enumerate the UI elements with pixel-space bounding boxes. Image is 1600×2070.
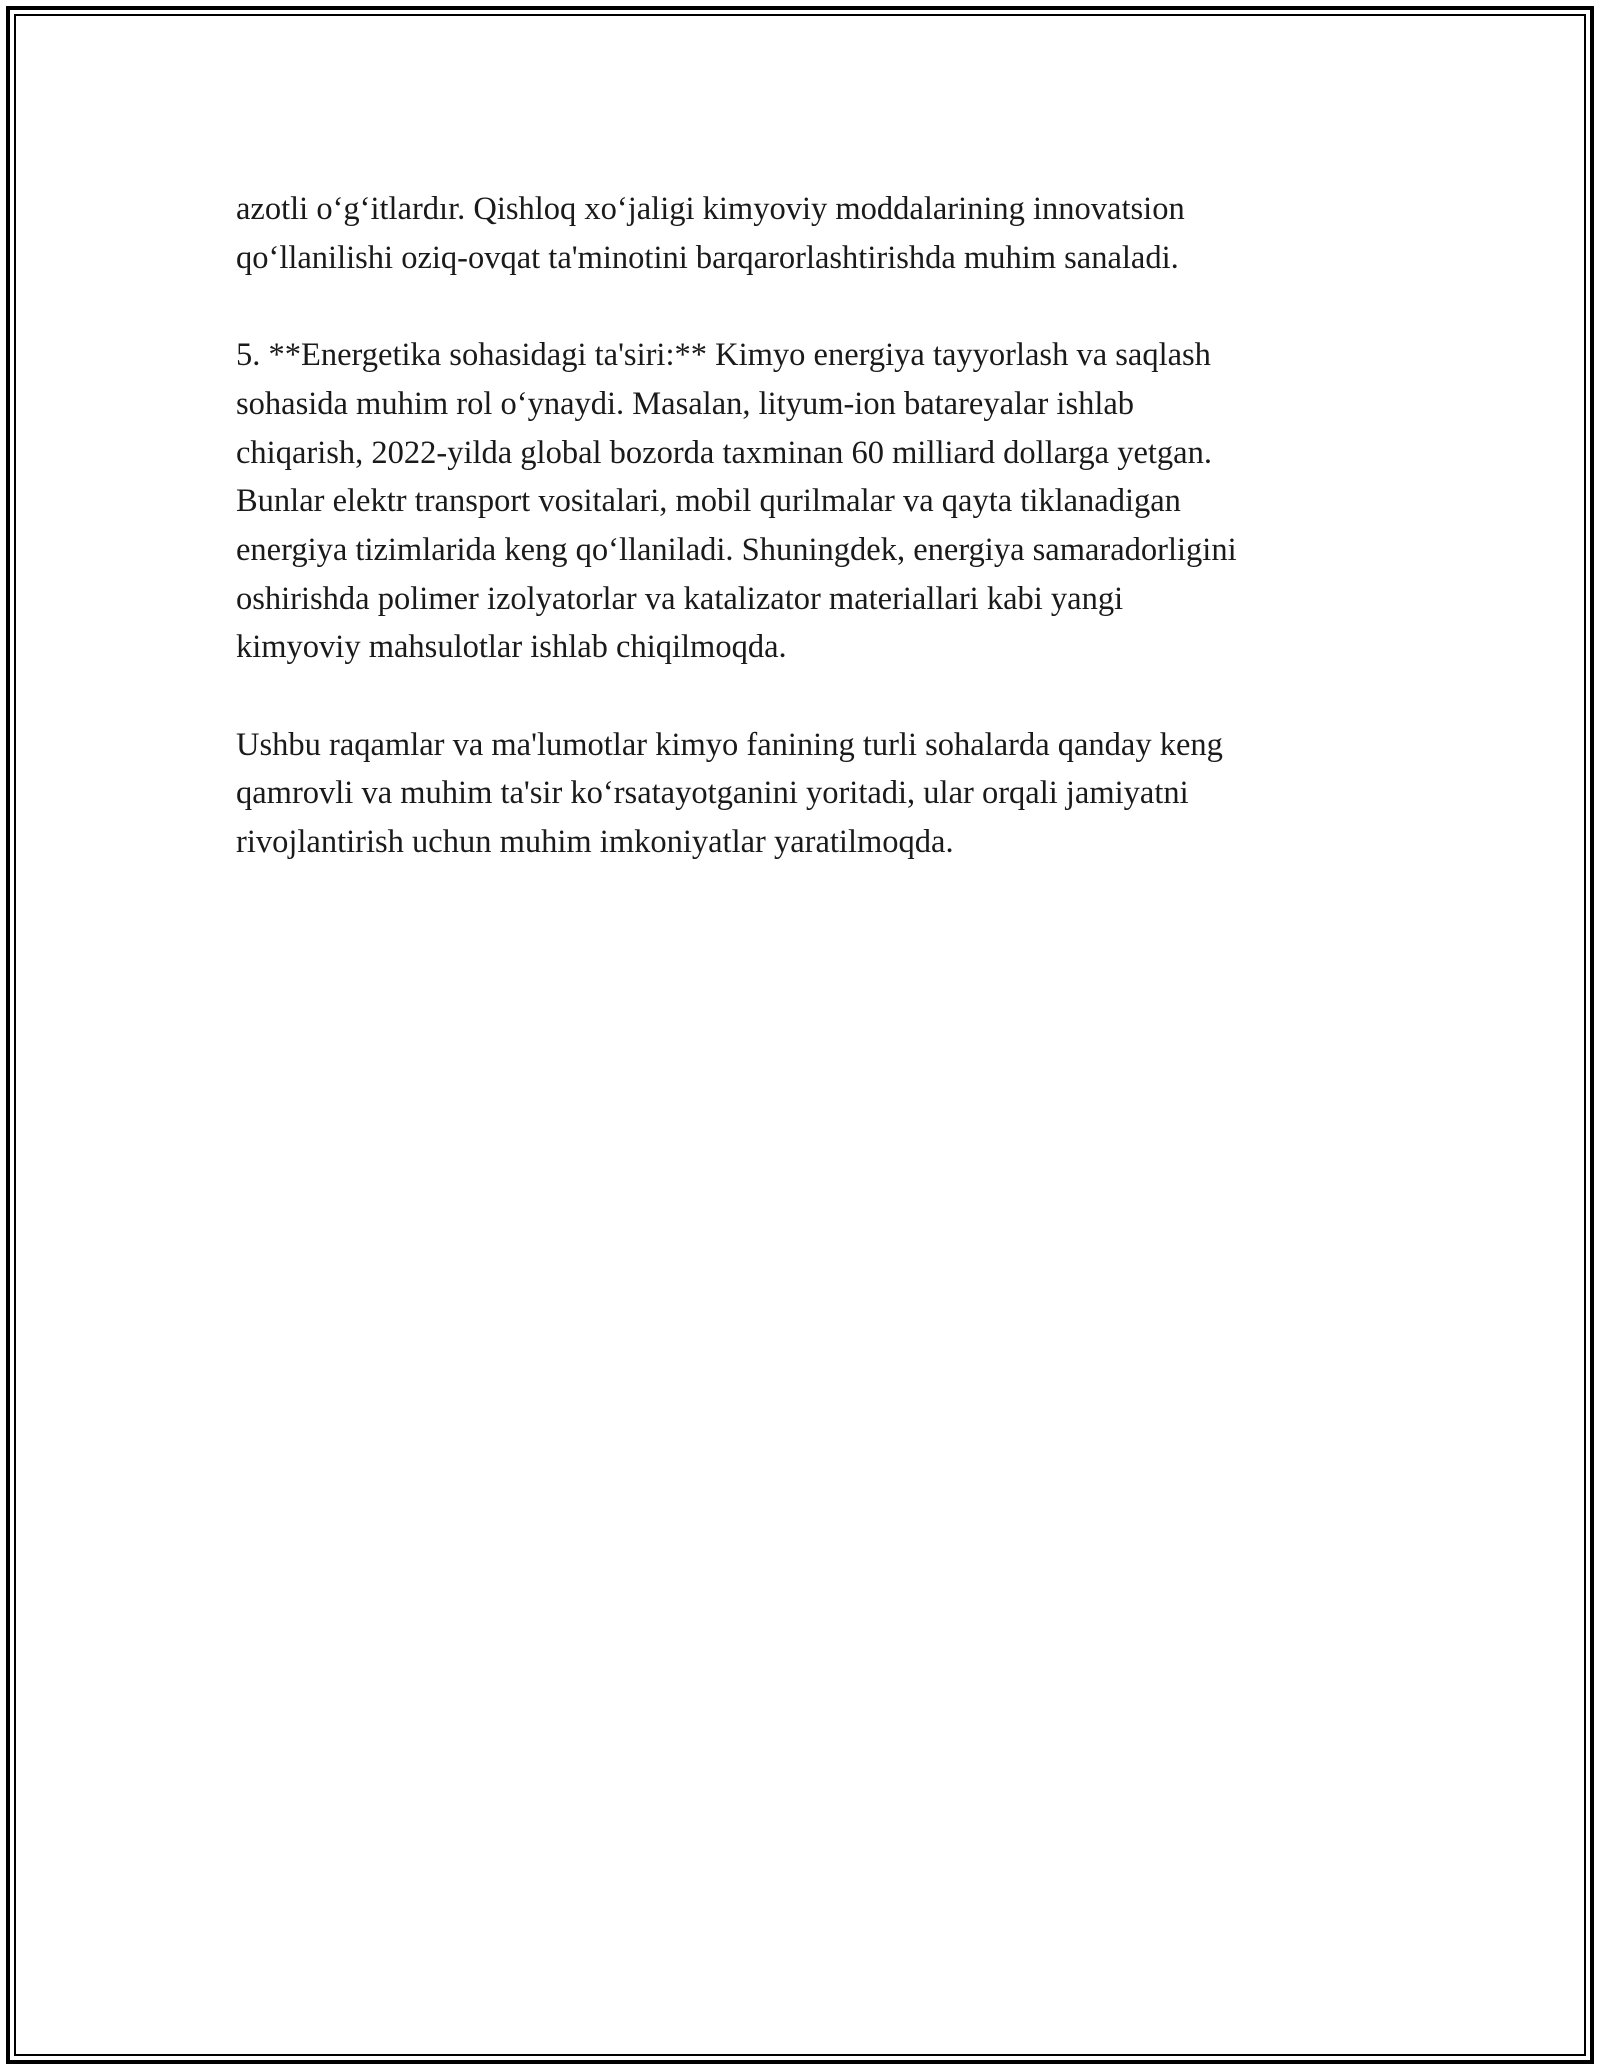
text-line: sohasida muhim rol o‘ynaydi. Masalan, lityum-ion batareyalar ishlab: [236, 385, 1135, 422]
text-line: Ushbu raqamlar va ma'lumotlar kimyo fanining turli sohalarda qanday keng: [236, 726, 1223, 763]
paragraph-conclusion: [236, 721, 1396, 867]
text-line: Bunlar elektr transport vositalari, mobil qurilmalar va qayta tiklanadigan: [236, 483, 1181, 520]
text-line: azotli o‘g‘itlardır. Qishloq xo‘jaligi kimyoviy moddalarining innovatsion: [236, 191, 1185, 227]
text-line: rivojlantirish uchun muhim imkoniyatlar yaratilmoqda.: [236, 824, 954, 861]
text-line: qamrovli va muhim ta'sir ko‘rsatayotganini yoritadi, ular orqali jamiyatni: [236, 775, 1189, 812]
text-line: 5. **Energetika sohasidagi ta'siri:** Kimyo energiya tayyorlash va saqlash: [236, 337, 1211, 374]
paragraph-energy-impact: [236, 331, 1396, 672]
paragraph-agriculture-continuation: [236, 185, 1396, 282]
text-line: kimyoviy mahsulotlar ishlab chiqilmoqda.: [236, 629, 787, 666]
text-line: energiya tizimlarida keng qo‘llaniladi. Shuningdek, energiya samaradorligini: [236, 531, 1237, 568]
text-line: oshirishda polimer izolyatorlar va katalizator materiallari kabi yangi: [236, 580, 1124, 617]
text-line: qo‘llanilishi oziq-ovqat ta'minotini barqarorlashtirishda muhim sanaladi.: [236, 239, 1179, 276]
document-body: [236, 185, 1396, 916]
text-line: chiqarish, 2022-yilda global bozorda taxminan 60 milliard dollarga yetgan.: [236, 434, 1212, 471]
